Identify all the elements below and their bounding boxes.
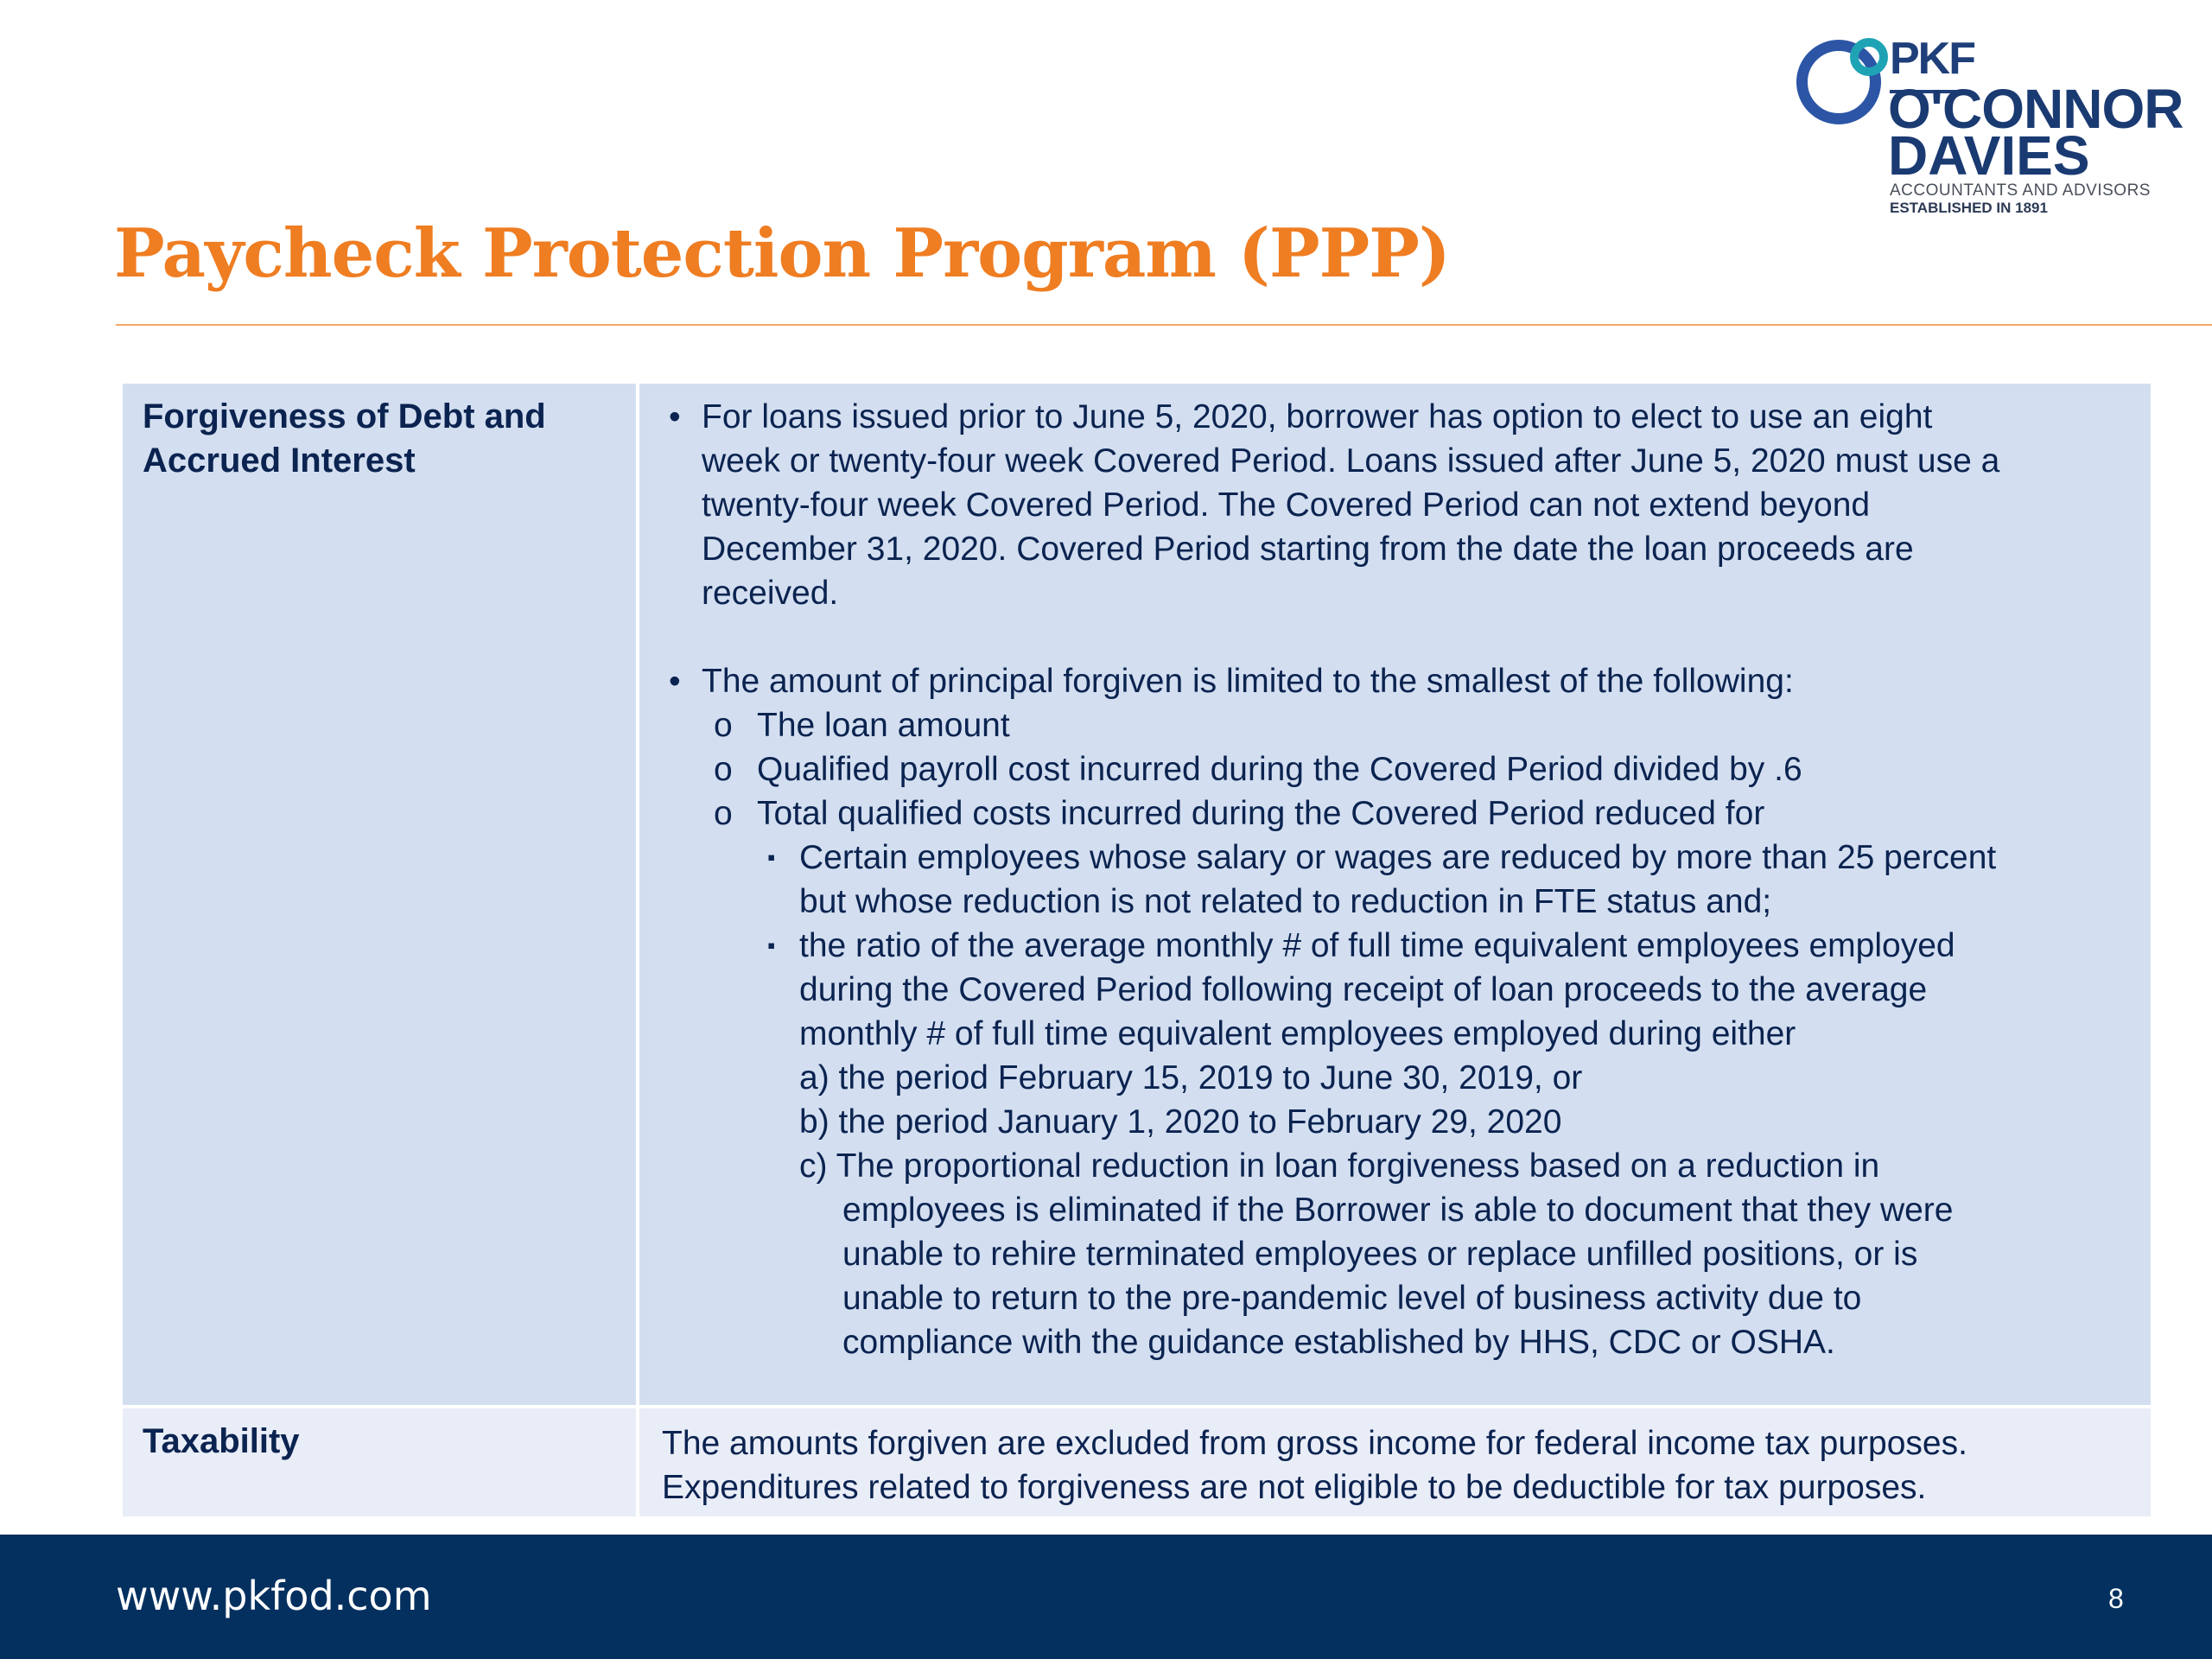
table-row-taxability xyxy=(123,1408,2151,1516)
content-text: compliance with the guidance established by HHS, CDC or OSHA. xyxy=(842,1324,1835,1361)
row-content-cell xyxy=(639,384,2151,1405)
logo-ring-accent-icon xyxy=(1850,38,1888,76)
row-label-line: Forgiveness of Debt and xyxy=(143,397,546,435)
circle-bullet-icon: o xyxy=(714,795,733,832)
content-text: Certain employees whose salary or wages are reduced by more than 25 percent xyxy=(799,839,1997,876)
content-text: The loan amount xyxy=(757,707,1010,744)
row-label-line: Accrued Interest xyxy=(143,442,416,480)
logo-established: ESTABLISHED IN 1891 xyxy=(1890,200,2048,216)
row-label-cell xyxy=(123,384,636,1405)
square-bullet-icon: ▪ xyxy=(767,932,776,958)
content-text: the ratio of the average monthly # of full time equivalent employees employed xyxy=(799,927,1955,964)
title-divider xyxy=(116,324,2212,326)
logo-tagline: ACCOUNTANTS AND ADVISORS xyxy=(1890,181,2151,200)
footer-website-link[interactable]: www.pkfod.com xyxy=(116,1573,432,1619)
content-text: employees is eliminated if the Borrower is able to document that they were xyxy=(842,1192,1954,1229)
row-label-cell xyxy=(123,1408,636,1516)
logo-line2: DAVIES xyxy=(1888,124,2090,187)
content-text: The amounts forgiven are excluded from gross income for federal income tax purposes. xyxy=(662,1425,1967,1462)
page-title: Paycheck Protection Program (PPP) xyxy=(114,214,1450,293)
content-text: For loans issued prior to June 5, 2020, borrower has option to elect to use an eight xyxy=(702,398,1933,435)
content-text: December 31, 2020. Covered Period starting from the date the loan proceeds are xyxy=(702,531,1914,568)
content-text: Total qualified costs incurred during the Covered Period reduced for xyxy=(757,795,1765,832)
logo-line1: O'CONNOR xyxy=(1888,78,2183,140)
content-text: unable to return to the pre-pandemic level of business activity due to xyxy=(842,1280,1862,1317)
row-content-cell xyxy=(639,1408,2151,1516)
content-text: c) The proportional reduction in loan forgiveness based on a reduction in xyxy=(799,1147,1880,1185)
bullet-icon: • xyxy=(669,663,681,700)
content-text: monthly # of full time equivalent employees employed during either xyxy=(799,1015,1796,1052)
page-number: 8 xyxy=(2108,1583,2124,1614)
logo-pkf: PKF xyxy=(1890,34,1974,84)
square-bullet-icon: ▪ xyxy=(767,844,776,870)
content-text: week or twenty-four week Covered Period. Loans issued after June 5, 2020 must use a xyxy=(702,442,2000,480)
company-logo xyxy=(1793,33,2183,223)
content-text: twenty-four week Covered Period. The Covered Period can not extend beyond xyxy=(702,486,1871,524)
content-text: received. xyxy=(702,575,839,612)
footer-bar xyxy=(0,1535,2212,1659)
content-text: but whose reduction is not related to reduction in FTE status and; xyxy=(799,883,1772,920)
content-text: during the Covered Period following receipt of loan proceeds to the average xyxy=(799,971,1928,1008)
content-text: Expenditures related to forgiveness are not eligible to be deductible for tax purposes. xyxy=(662,1469,1927,1506)
bullet-icon: • xyxy=(669,398,681,435)
content-text: unable to rehire terminated employees or replace unfilled positions, or is xyxy=(842,1236,1918,1273)
table-row-forgiveness xyxy=(123,384,2151,1405)
content-text: Qualified payroll cost incurred during the Covered Period divided by .6 xyxy=(757,751,1802,788)
circle-bullet-icon: o xyxy=(714,751,733,788)
content-text: The amount of principal forgiven is limited to the smallest of the following: xyxy=(702,663,1794,700)
row-label-line: Taxability xyxy=(143,1422,300,1460)
content-text: a) the period February 15, 2019 to June 30, 2019, or xyxy=(799,1059,1583,1096)
circle-bullet-icon: o xyxy=(714,707,733,744)
content-text: b) the period January 1, 2020 to February 29, 2020 xyxy=(799,1103,1562,1141)
